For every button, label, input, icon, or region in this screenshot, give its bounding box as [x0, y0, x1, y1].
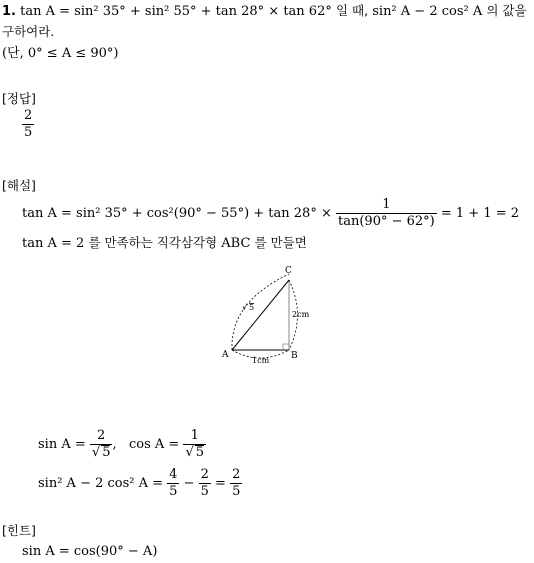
hypotenuse-length-label: 5 [249, 303, 255, 312]
solution-equation-2 [22, 234, 307, 252]
problem-line-2: 구하여라. [2, 24, 55, 39]
vertex-b-label: B [291, 351, 298, 361]
problem-target-expr: sin² A − 2 cos² A [372, 4, 483, 19]
solution-eq1-frac-num: 1 [336, 197, 437, 214]
problem-text-when: 일 때, [335, 3, 369, 18]
solution-eq2-math: tan A = 2 [22, 236, 85, 251]
solution-eq1-lhs: tan A = sin² 35° + cos²(90° − 55°) + tan 28° × [22, 206, 332, 221]
solution-eq2-text: 를 만족하는 직각삼각형 [88, 235, 218, 250]
hint-text: sin A = cos(90° − A) [22, 544, 158, 559]
cos-numerator: 1 [183, 428, 206, 445]
cos-denominator-radicand: 5 [195, 445, 205, 460]
solution-final-line: sin² A − 2 cos² A = $\frac{4}{5}$ − $\frac{2}{5}$ = $\frac{2}{5}$ [38, 467, 241, 499]
final-frac3-den: 5 [232, 484, 241, 499]
problem-text-value: 의 값을 [486, 3, 527, 18]
problem-number: 1. [2, 4, 16, 19]
final-frac1-num: 4 [169, 467, 178, 482]
side-ab-label: 1cm [252, 356, 270, 365]
hypotenuse-dimension-arc [232, 274, 289, 350]
final-frac1-den: 5 [169, 484, 178, 499]
cos-denominator: √ 5 [185, 445, 205, 460]
solution-eq1-rhs: = 1 + 1 = 2 [440, 206, 520, 221]
right-angle-mark [283, 344, 289, 350]
sin-denominator-radicand: 5 [102, 445, 111, 460]
vertex-c-label: C [285, 266, 292, 276]
hint-heading: [힌트] [2, 523, 36, 538]
side-ac [232, 280, 289, 350]
final-frac2-den: 5 [200, 484, 209, 499]
solution-eq1-frac-den: tan(90° − 62°) [338, 214, 435, 229]
answer-fraction [22, 108, 34, 141]
sin-denominator: √ 5 [91, 445, 111, 460]
final-frac3-num: 2 [232, 467, 241, 482]
answer-denominator: 5 [24, 125, 33, 140]
solution-sin-cos-line: sin A = $\frac{2}{√ 5}$ , cos A = $\frac{1}{√ 5}$ [38, 428, 205, 460]
right-triangle-figure [214, 262, 324, 370]
final-frac2-num: 2 [200, 467, 209, 482]
side-bc-label: 2cm [292, 310, 310, 319]
final-lhs: sin² A − 2 cos² A = [38, 476, 164, 491]
solution-heading: [해설] [2, 178, 36, 193]
problem-condition-math: tan A = sin² 35° + sin² 55° + tan 28° × tan 62° [20, 4, 332, 19]
solution-eq2-abc: ABC [221, 236, 251, 251]
problem-line-1 [2, 2, 527, 20]
sin-numerator: 2 [90, 428, 113, 445]
sin-lhs: sin A = [38, 437, 86, 452]
problem-domain-condition: (단, 0° ≤ A ≤ 90°) [2, 46, 119, 61]
vertex-a-label: A [222, 350, 229, 360]
solution-equation-1 [22, 196, 519, 232]
answer-heading: [정답] [2, 91, 36, 106]
answer-numerator: 2 [24, 108, 33, 123]
hypotenuse-radical-sign: √ [242, 303, 248, 312]
solution-eq2-text-2: 를 만들면 [254, 235, 307, 250]
cos-lhs: cos A = [129, 437, 180, 452]
